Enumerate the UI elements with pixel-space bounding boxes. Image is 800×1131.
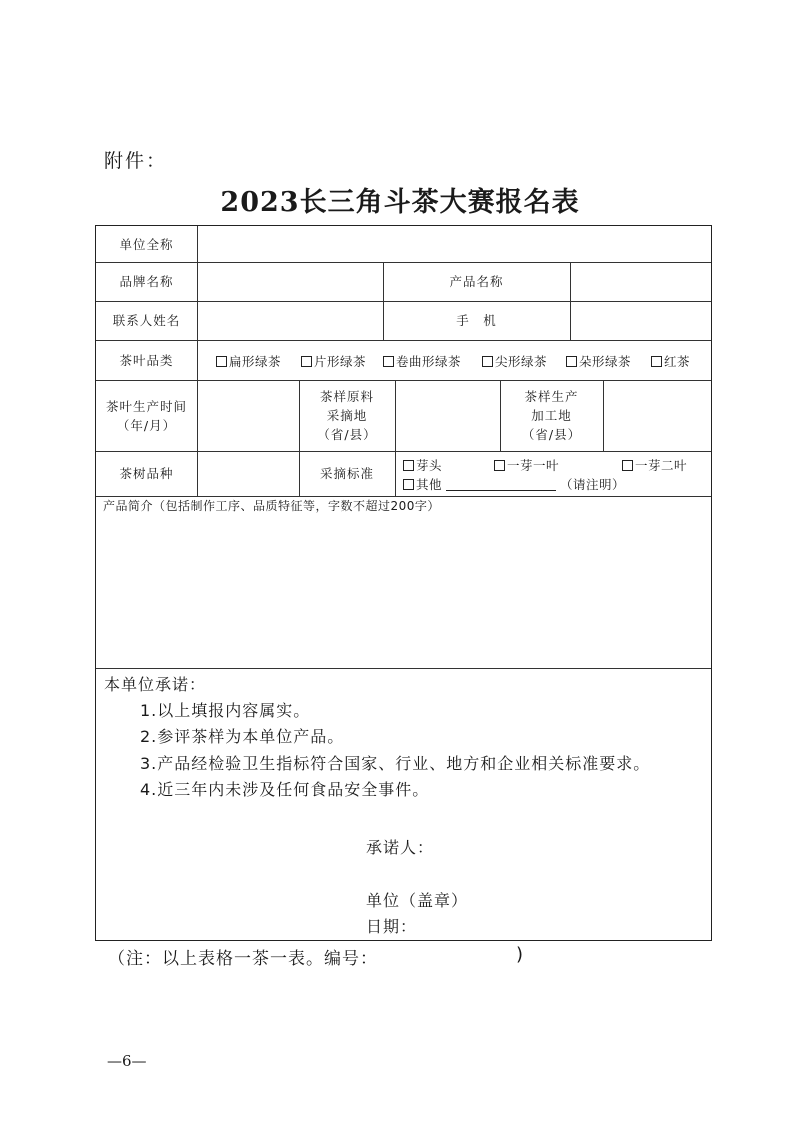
label-processing-line1: 茶样生产 xyxy=(524,389,579,404)
checkbox-icon xyxy=(566,356,577,367)
checkbox-icon xyxy=(622,460,633,471)
checkbox-icon xyxy=(216,356,227,367)
label-processing xyxy=(500,380,603,451)
label-production-time-line2: （年/月） xyxy=(116,417,177,433)
label-unit-name: 单位全称 xyxy=(119,236,174,252)
checkbox-icon xyxy=(651,356,662,367)
label-mobile: 手 机 xyxy=(456,313,497,328)
label-processing-line2: 加工地 xyxy=(531,408,572,423)
checkbox-icon xyxy=(494,460,505,471)
commitment-item: 1.以上填报内容属实。 xyxy=(140,701,311,720)
label-origin-line2: 采摘地 xyxy=(326,408,368,423)
label-processing-line3: （省/县） xyxy=(521,427,582,442)
category-option-pointed-green[interactable]: 尖形绿茶 xyxy=(482,352,547,370)
date-label: 日期： xyxy=(366,917,418,936)
footnote: （注：以上表格一茶一表。编号： xyxy=(108,949,378,969)
commitment-item: 3.产品经检验卫生指标符合国家、行业、地方和企业相关标准要求。 xyxy=(140,754,651,773)
label-tree-variety: 茶树品种 xyxy=(119,466,174,481)
category-option-black-tea[interactable]: 红茶 xyxy=(651,352,690,370)
pick-option-bud[interactable]: 芽头 xyxy=(403,456,442,474)
other-fill-line[interactable] xyxy=(446,478,556,491)
commitment-heading: 本单位承诺： xyxy=(104,675,207,694)
form-title: 2023长三角斗茶大赛报名表 xyxy=(220,187,580,218)
checkbox-icon xyxy=(383,356,394,367)
label-category: 茶叶品类 xyxy=(119,352,174,368)
page-number: —6— xyxy=(107,1052,147,1070)
category-option-curled-green[interactable]: 卷曲形绿茶 xyxy=(383,352,461,370)
label-pick-standard: 采摘标准 xyxy=(319,466,374,481)
label-product-name: 产品名称 xyxy=(449,274,504,289)
label-contact-name: 联系人姓名 xyxy=(112,313,181,328)
checkbox-icon xyxy=(403,460,414,471)
footnote-close-paren: ) xyxy=(516,944,524,965)
pick-option-other[interactable]: 其他 （请注明） xyxy=(403,475,625,493)
registration-form-table xyxy=(95,225,712,941)
label-production-time-line1: 茶叶生产时间 xyxy=(105,398,187,414)
label-production-time xyxy=(96,380,197,451)
unit-seal-label: 单位（盖章） xyxy=(366,891,469,910)
label-origin xyxy=(299,380,395,451)
checkbox-icon xyxy=(482,356,493,367)
category-option-flat-green[interactable]: 扁形绿茶 xyxy=(216,352,281,370)
promisor-label: 承诺人： xyxy=(366,838,435,857)
checkbox-icon xyxy=(403,479,414,490)
commitment-item: 4.近三年内未涉及任何食品安全事件。 xyxy=(140,780,430,799)
label-origin-line1: 茶样原料 xyxy=(319,389,374,404)
commitment-item: 2.参评茶样为本单位产品。 xyxy=(140,727,345,746)
label-brand-name: 品牌名称 xyxy=(119,274,174,289)
pick-option-one-bud-one-leaf[interactable]: 一芽一叶 xyxy=(494,456,559,474)
attachment-label: 附件： xyxy=(104,150,168,172)
category-option-slice-green[interactable]: 片形绿茶 xyxy=(301,352,366,370)
pick-option-one-bud-two-leaves[interactable]: 一芽二叶 xyxy=(622,456,687,474)
checkbox-icon xyxy=(301,356,312,367)
label-origin-line3: （省/县） xyxy=(317,427,377,442)
category-option-flower-green[interactable]: 朵形绿茶 xyxy=(566,352,631,370)
product-intro-label: 产品简介（包括制作工序、品质特征等，字数不超过200字） xyxy=(103,499,440,513)
